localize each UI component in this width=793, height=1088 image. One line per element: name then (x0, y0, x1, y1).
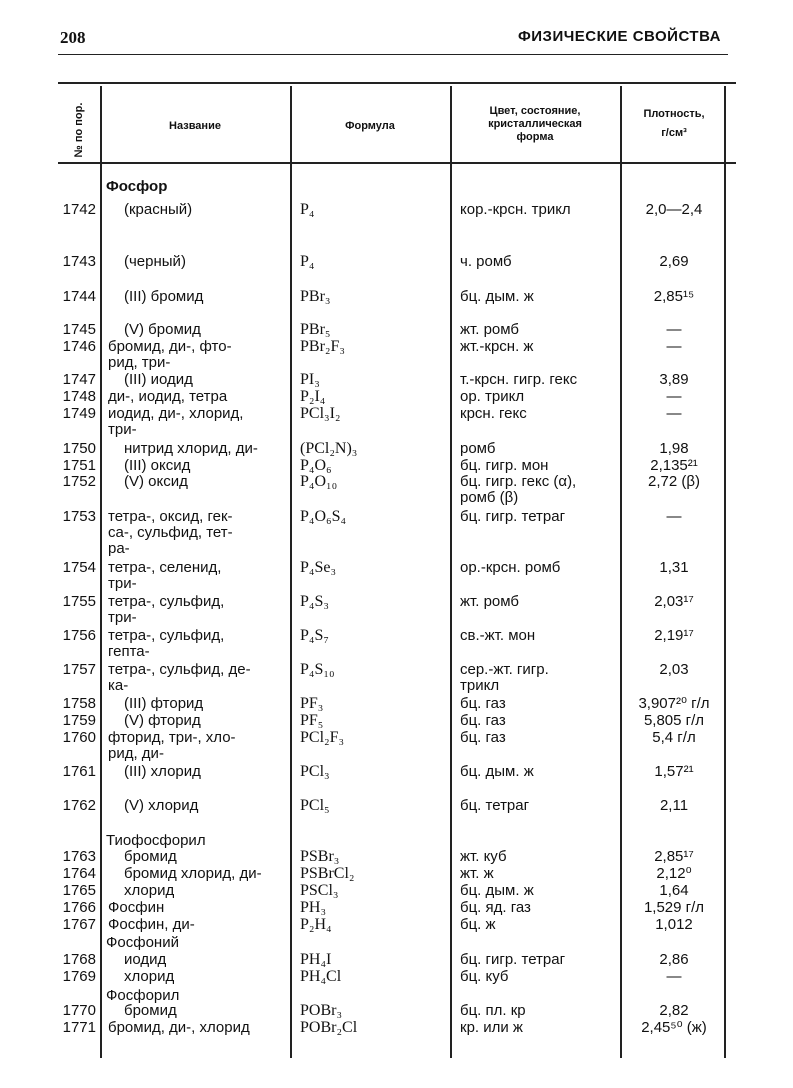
compound-formula: P₄ (300, 201, 315, 218)
compound-description: ромб (460, 440, 496, 457)
compound-formula: P₄O₁₀ (300, 473, 338, 490)
compound-formula: PBr₅ (300, 321, 331, 338)
compound-formula: PCl₃ (300, 763, 330, 780)
entry-number: 1757 (62, 661, 96, 678)
compound-name: бромид хлорид, ди- (124, 865, 262, 882)
compound-formula: PH₄Cl (300, 968, 342, 985)
group-heading-phosphorus: Фосфор (106, 178, 168, 195)
compound-density: 2,86 (659, 951, 689, 968)
compound-density: 2,0—2,4 (645, 201, 703, 218)
entry-number: 1755 (62, 593, 96, 610)
compound-density: 5,805 г/л (643, 712, 705, 729)
compound-description: бц. гигр. тетраг (460, 951, 566, 968)
compound-name: (III) фторид (124, 695, 204, 712)
compound-description: крсн. гекс (460, 405, 527, 422)
entry-number: 1759 (62, 712, 96, 729)
compound-density: 2,82 (659, 1002, 689, 1019)
group-heading-phosphonium: Фосфоний (106, 934, 179, 951)
entry-number: 1745 (62, 321, 96, 338)
compound-density: — (666, 508, 682, 525)
compound-description: бц. газ (460, 695, 506, 712)
entry-number: 1756 (62, 627, 96, 644)
entry-number: 1743 (62, 253, 96, 270)
compound-formula: PCl₃I₂ (300, 405, 341, 422)
compound-density: 2,19¹⁷ (654, 627, 694, 644)
compound-density: 1,57²¹ (654, 763, 694, 780)
compound-name: (III) иодид (124, 371, 193, 388)
compound-description: жт.-крсн. ж (460, 338, 534, 355)
header-number-cell (59, 100, 99, 160)
compound-description: кр. или ж (460, 1019, 523, 1036)
compound-name: тетра-, сульфид, три- (108, 593, 225, 626)
header-formula: Формула (345, 120, 395, 132)
compound-name: (III) оксид (124, 457, 191, 474)
compound-name: тетра-, оксид, гек- са-, сульфид, тет- ра- (108, 508, 233, 557)
compound-density: 2,11 (659, 797, 689, 814)
compound-density: 3,89 (659, 371, 689, 388)
compound-formula: PCl₅ (300, 797, 330, 814)
header-description: Цвет, состояние, кристаллическая форма (488, 105, 582, 143)
compound-formula: PBr₃ (300, 288, 331, 305)
compound-formula: PSBr₃ (300, 848, 340, 865)
compound-name: иодид, ди-, хлорид, три- (108, 405, 244, 438)
entry-number: 1768 (62, 951, 96, 968)
entry-number: 1763 (62, 848, 96, 865)
compound-description: бц. куб (460, 968, 509, 985)
table-top-border (58, 82, 736, 84)
compound-density: 2,12⁰ (656, 865, 692, 882)
entry-number: 1753 (62, 508, 96, 525)
entry-number: 1765 (62, 882, 96, 899)
compound-description: бц. гигр. тетраг (460, 508, 566, 525)
entry-number: 1767 (62, 916, 96, 933)
compound-formula: PH₃ (300, 899, 327, 916)
compound-name: тетра-, сульфид, гепта- (108, 627, 225, 660)
entry-number: 1760 (62, 729, 96, 746)
entry-number: 1761 (62, 763, 96, 780)
compound-name: (V) фторид (124, 712, 201, 729)
compound-name: (III) бромид (124, 288, 204, 305)
header-bottom-border (58, 162, 736, 164)
compound-density: — (666, 968, 682, 985)
compound-density: 2,03¹⁷ (654, 593, 694, 610)
compound-name: Фосфин (108, 899, 165, 916)
compound-name: бромид, ди-, фто- рид, три- (108, 338, 232, 371)
header-number: № по пор. (73, 102, 85, 158)
compound-name: (черный) (124, 253, 186, 270)
compound-density: 1,98 (659, 440, 689, 457)
entry-number: 1769 (62, 968, 96, 985)
compound-description: бц. газ (460, 729, 506, 746)
entry-number: 1758 (62, 695, 96, 712)
section-title: ФИЗИЧЕСКИЕ СВОЙСТВА (517, 28, 721, 45)
compound-formula: PBr₂F₃ (300, 338, 345, 355)
compound-name: (V) бромид (124, 321, 201, 338)
compound-name: тетра-, сульфид, де- ка- (108, 661, 251, 694)
compound-density: 1,012 (655, 916, 693, 933)
compound-description: бц. гигр. мон (460, 457, 549, 474)
compound-name: бромид (124, 1002, 177, 1019)
compound-description: жт. куб (460, 848, 507, 865)
compound-name: (красный) (124, 201, 193, 218)
compound-description: бц. ж (460, 916, 496, 933)
compound-density: — (666, 338, 682, 355)
compound-name: ди-, иодид, тетра (108, 388, 228, 405)
compound-density: 5,4 г/л (652, 729, 696, 746)
compound-formula: P₄O₆S₄ (300, 508, 347, 525)
compound-formula: P₄S₃ (300, 593, 329, 610)
compound-formula: PSBrCl₂ (300, 865, 355, 882)
entry-number: 1766 (62, 899, 96, 916)
page-number: 208 (60, 28, 86, 47)
entry-number: 1770 (62, 1002, 96, 1019)
compound-description: бц. газ (460, 712, 506, 729)
header-density: Плотность, г/см³ (643, 108, 705, 139)
compound-formula: PF₃ (300, 695, 324, 712)
entry-number: 1771 (62, 1019, 96, 1036)
entry-number: 1764 (62, 865, 96, 882)
entry-number: 1752 (62, 473, 96, 490)
compound-name: иодид (124, 951, 167, 968)
entry-number: 1742 (62, 201, 96, 218)
compound-description: ч. ромб (460, 253, 512, 270)
entry-number: 1754 (62, 559, 96, 576)
compound-description: бц. дым. ж (460, 763, 534, 780)
compound-density: 2,69 (659, 253, 689, 270)
compound-density: 1,31 (659, 559, 689, 576)
compound-description: жт. ж (460, 865, 494, 882)
header-name: Название (169, 120, 221, 132)
compound-density: 2,03 (659, 661, 689, 678)
compound-density: 2,85¹⁷ (654, 848, 694, 865)
compound-formula: PSCl₃ (300, 882, 339, 899)
entry-number: 1749 (62, 405, 96, 422)
compound-formula: POBr₂Cl (300, 1019, 358, 1036)
compound-name: (III) хлорид (124, 763, 201, 780)
compound-formula: POBr₃ (300, 1002, 343, 1019)
compound-description: ор.-крсн. ромб (460, 559, 561, 576)
compound-formula: P₄ (300, 253, 315, 270)
compound-formula: P₄Se₃ (300, 559, 337, 576)
compound-formula: PCl₂F₃ (300, 729, 345, 746)
compound-name: хлорид (124, 968, 175, 985)
compound-formula: PI₃ (300, 371, 320, 388)
entry-number: 1750 (62, 440, 96, 457)
compound-formula: P₄S₇ (300, 627, 329, 644)
group-heading-thiophosphoryl: Тиофосфорил (106, 832, 206, 849)
compound-density: — (666, 405, 682, 422)
compound-name: бромид, ди-, хлорид (108, 1019, 250, 1036)
compound-description: кор.-крсн. трикл (460, 201, 571, 218)
compound-name: тетра-, селенид, три- (108, 559, 222, 592)
compound-name: фторид, три-, хло- рид, ди- (108, 729, 236, 762)
compound-density: 1,529 г/л (643, 899, 705, 916)
compound-density: — (666, 388, 682, 405)
entry-number: 1762 (62, 797, 96, 814)
column-divider (450, 86, 452, 1058)
compound-density: 2,72 (β) (648, 473, 700, 490)
compound-formula: (PCl₂N)₃ (300, 440, 358, 457)
compound-density: 1,64 (659, 882, 689, 899)
column-divider (290, 86, 292, 1058)
compound-formula: PF₅ (300, 712, 324, 729)
column-divider (620, 86, 622, 1058)
compound-formula: P₄O₆ (300, 457, 332, 474)
compound-description: бц. пл. кр (460, 1002, 526, 1019)
compound-description: сер.-жт. гигр. трикл (460, 661, 549, 694)
compound-description: жт. ромб (460, 321, 519, 338)
entry-number: 1744 (62, 288, 96, 305)
compound-name: нитрид хлорид, ди- (124, 440, 258, 457)
top-rule (58, 54, 728, 55)
compound-name: бромид (124, 848, 177, 865)
compound-density: 3,907²⁰ г/л (638, 695, 710, 712)
compound-name: (V) оксид (124, 473, 188, 490)
compound-density: 2,85¹⁵ (653, 288, 695, 305)
compound-name: Фосфин, ди- (108, 916, 195, 933)
compound-name: хлорид (124, 882, 175, 899)
compound-description: бц. дым. ж (460, 882, 534, 899)
compound-density: 2,135²¹ (650, 457, 698, 474)
compound-description: бц. дым. ж (460, 288, 534, 305)
column-divider (100, 86, 102, 1058)
group-heading-phosphoryl: Фосфорил (106, 987, 180, 1004)
entry-number: 1746 (62, 338, 96, 355)
compound-description: ор. трикл (460, 388, 525, 405)
compound-description: бц. гигр. гекс (α), ромб (β) (460, 473, 577, 506)
compound-description: жт. ромб (460, 593, 519, 610)
entry-number: 1748 (62, 388, 96, 405)
compound-density: — (666, 321, 682, 338)
compound-formula: P₂I₄ (300, 388, 326, 405)
compound-description: бц. яд. газ (460, 899, 531, 916)
compound-name: (V) хлорид (124, 797, 199, 814)
entry-number: 1751 (62, 457, 96, 474)
compound-description: бц. тетраг (460, 797, 530, 814)
entry-number: 1747 (62, 371, 96, 388)
compound-formula: PH₄I (300, 951, 332, 968)
compound-formula: P₂H₄ (300, 916, 332, 933)
compound-description: т.-крсн. гигр. гекс (460, 371, 578, 388)
compound-description: св.-жт. мон (460, 627, 536, 644)
compound-formula: P₄S₁₀ (300, 661, 335, 678)
column-divider (724, 86, 726, 1058)
compound-density: 2,45⁵⁰ (ж) (641, 1019, 707, 1036)
